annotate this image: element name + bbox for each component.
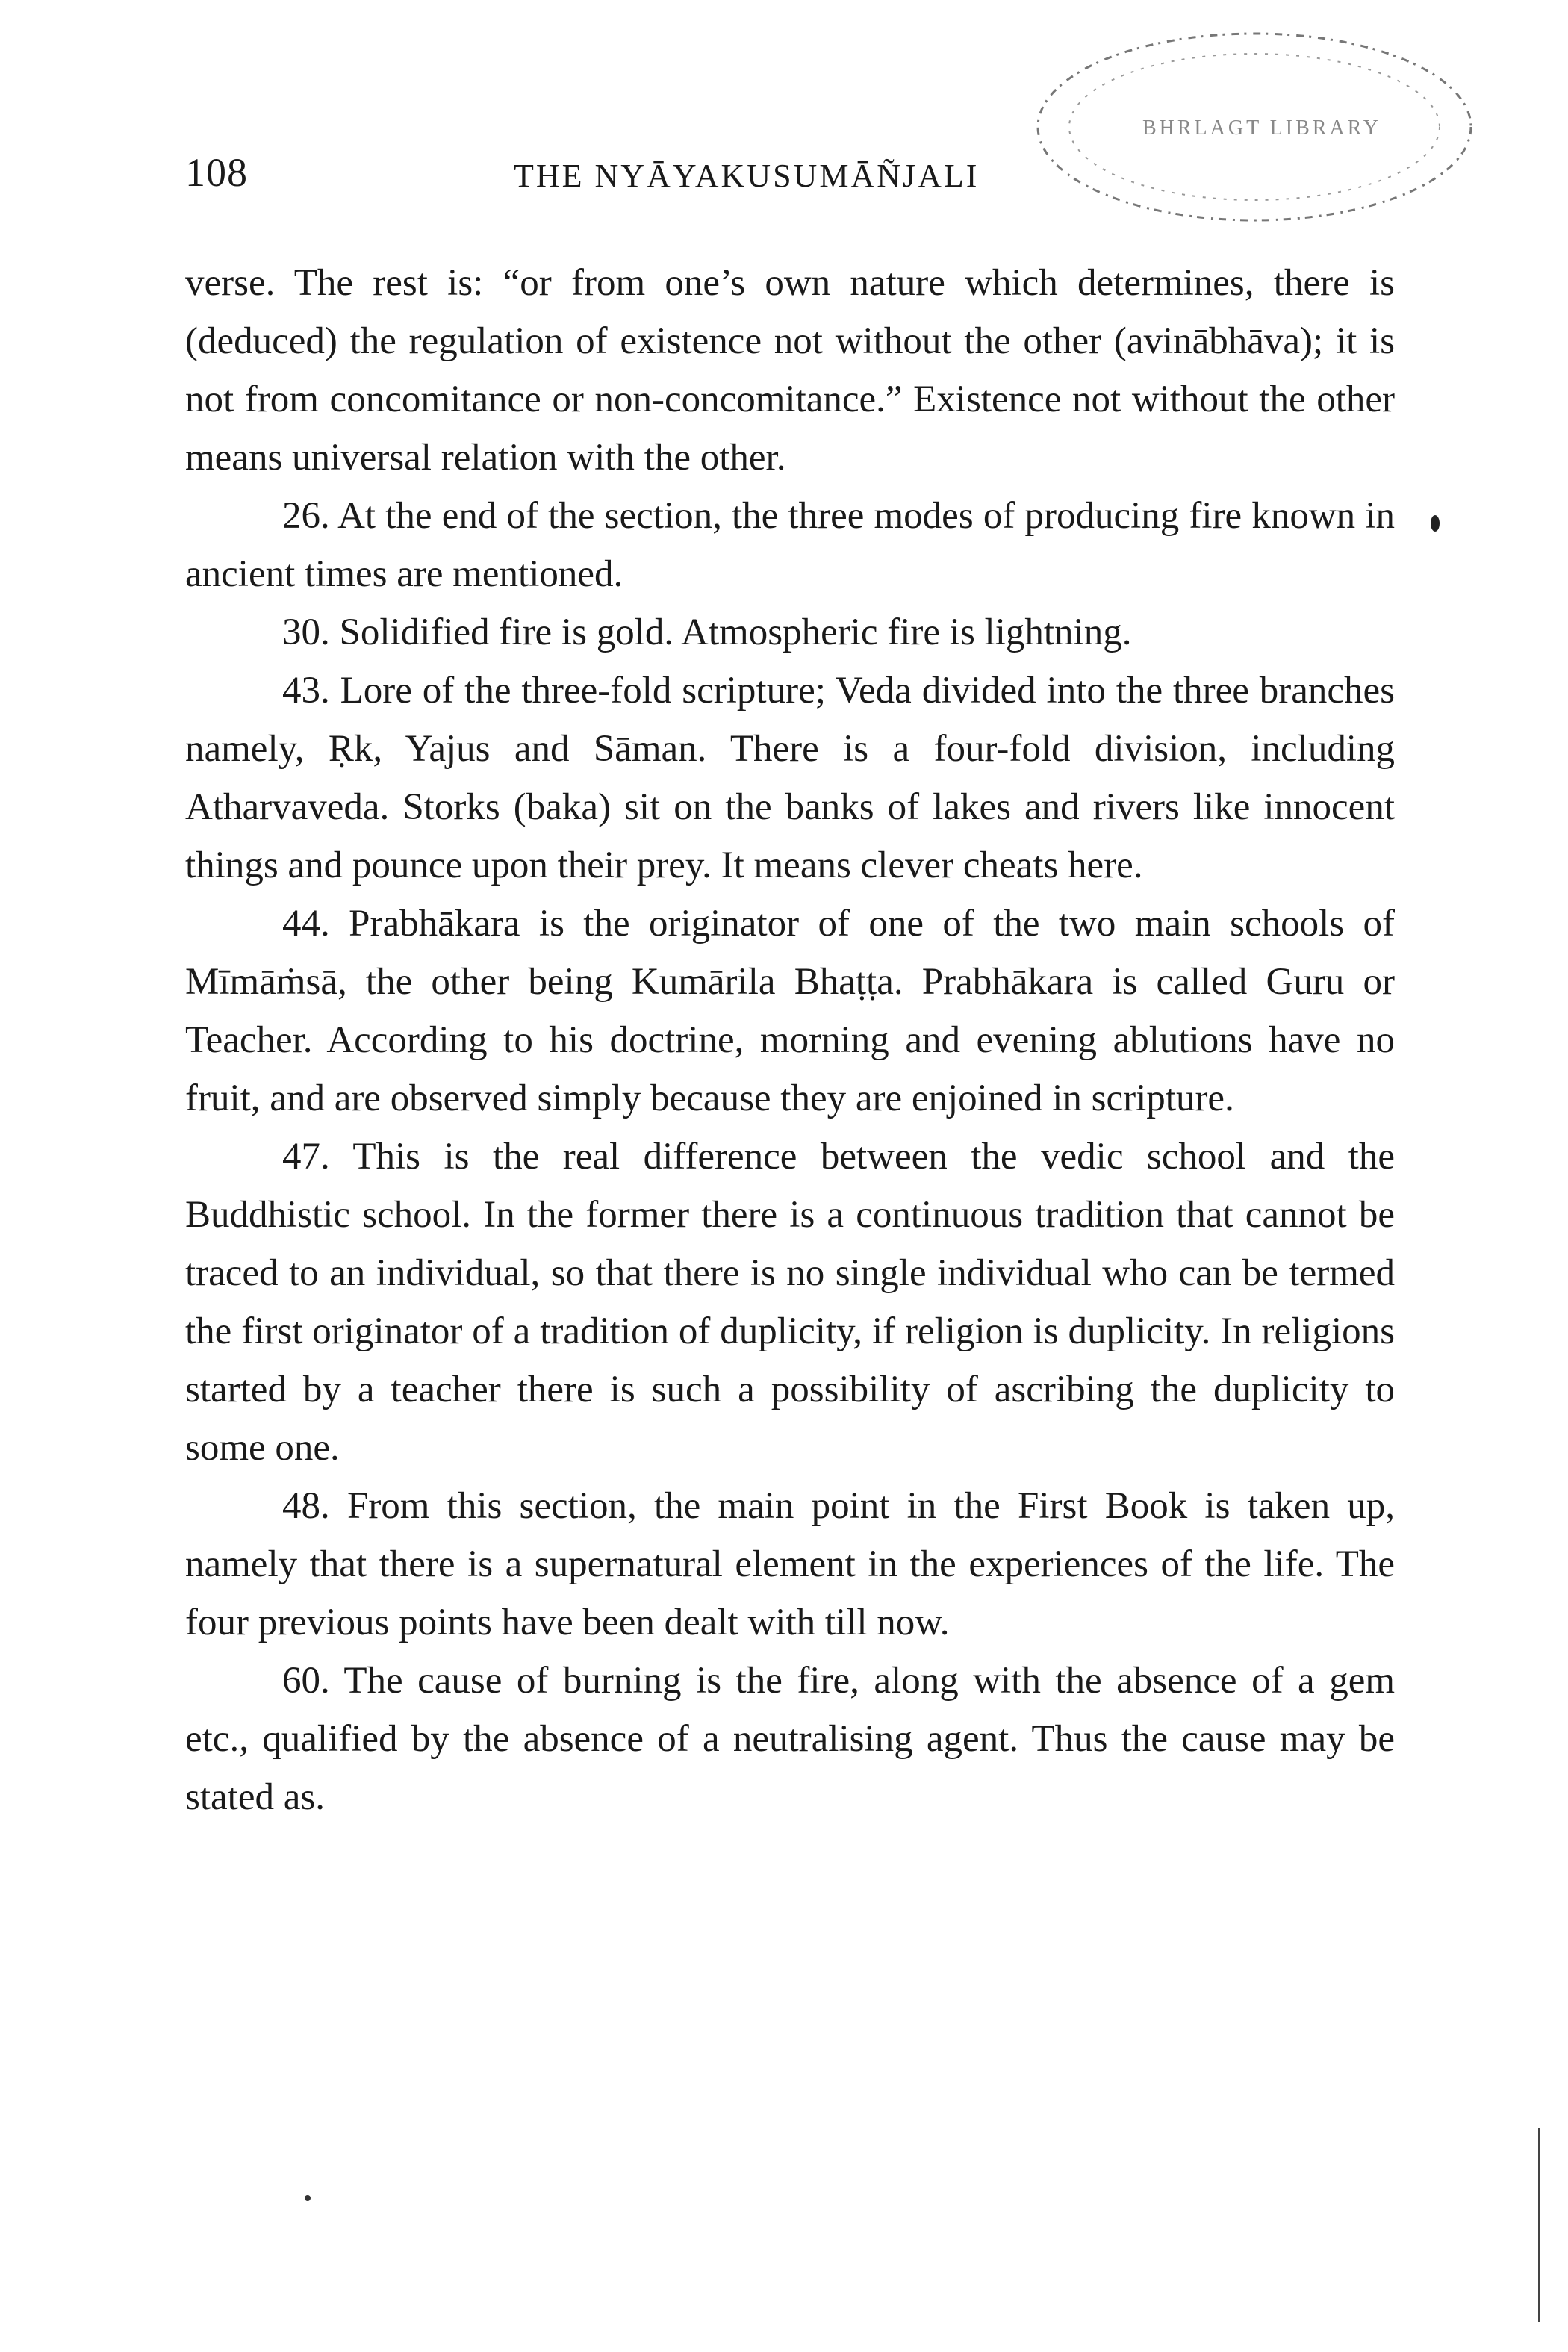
paragraph-number: 43. — [282, 670, 330, 712]
speck-mark — [305, 2195, 311, 2201]
paragraph-26 — [185, 487, 1395, 603]
paragraph-text: This is the real difference between the vedic school and the Buddhistic school. In the former there is a continuous tradition that cannot be traced to an individual, so that there is no single individual who can be termed the first originator of a tradition of duplicity, if religion is duplicity. In religions started by a teacher there is such a possibility of ascribing the duplicity to some one. — [185, 1136, 1395, 1469]
paragraph-number: 48. — [282, 1485, 330, 1527]
paragraph-text: The cause of burning is the fire, along with the absence of a gem etc., qualified by the absence of a neutralising agent. Thus the cause may be stated as. — [185, 1660, 1395, 1818]
paragraph-text: verse. The rest is: “or from one’s own nature which determines, there is (deduced) the regulation of existence not without the other (avinābhāva); it is not from concomitance or non-concomitance.” Existence not without the other means universal relation with the other. — [185, 262, 1395, 479]
paragraph-text: Solidified fire is gold. Atmospheric fire is lightning. — [339, 612, 1132, 653]
paragraph-30 — [185, 603, 1395, 662]
library-stamp — [1015, 15, 1493, 239]
paragraph-48 — [185, 1477, 1395, 1652]
paragraph-number: 44. — [282, 903, 330, 945]
paragraph-number: 60. — [282, 1660, 330, 1702]
page-number: 108 — [185, 150, 248, 195]
stamp-text: BHRLAGT LIBRARY — [1142, 116, 1382, 140]
page-edge-line — [1538, 2128, 1540, 2322]
paragraph-number: 26. — [282, 495, 330, 537]
paragraph-44 — [185, 895, 1395, 1127]
paragraph-text: At the end of the section, the three modes of producing fire known in ancient times are mentioned. — [185, 495, 1395, 595]
paragraph-60 — [185, 1652, 1395, 1826]
paragraph-number: 30. — [282, 612, 330, 653]
paragraph-text: Prabhākara is the originator of one of the two main schools of Mīmāṁsā, the other being Kumārila Bhaṭṭa. Prabhākara is called Guru or Teacher. According to his doctrine, morning and evening ablutions have no fruit, and are observed simply because they are enjoined in scripture. — [185, 903, 1395, 1119]
paragraph-47 — [185, 1127, 1395, 1477]
paragraph-0 — [185, 254, 1395, 487]
running-title: THE NYĀYAKUSUMĀÑJALI — [514, 158, 980, 194]
paragraph-text: Lore of the three-fold scripture; Veda divided into the three branches namely, Ṛk, Yajus and Sāman. There is a four-fold division, including Atharvaveda. Storks (baka) sit on the banks of lakes and rivers like innocent things and pounce upon their prey. It means clever cheats here. — [185, 670, 1396, 886]
paragraph-43 — [185, 662, 1395, 895]
margin-mark — [1431, 515, 1440, 532]
paragraph-text: From this section, the main point in the First Book is taken up, namely that there is a supernatural element in the experiences of the life. The four previous points have been dealt with till now. — [185, 1485, 1396, 1643]
paragraph-number: 47. — [282, 1136, 330, 1177]
body-text — [185, 254, 1395, 1826]
